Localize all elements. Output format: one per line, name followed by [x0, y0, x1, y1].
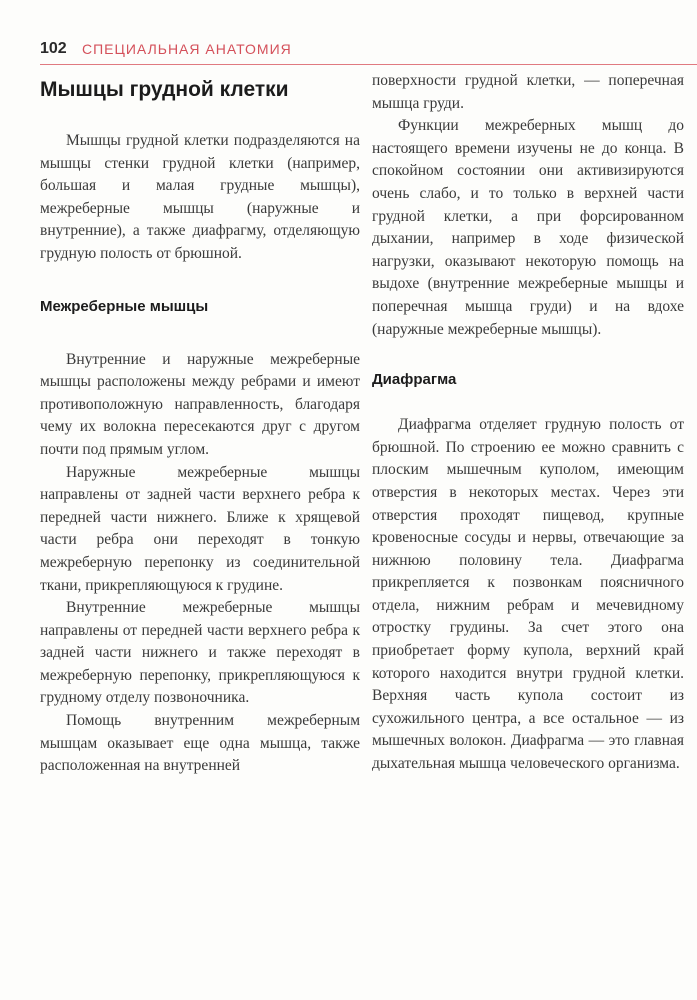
- paragraph-diaphragm: Диафрагма отделяет грудную полость от брюшной. По строению ее можно сравнить с плоским мышечным куполом, имеющим отверстия в некоторых местах. Через эти отверстия проходят пищевод, крупные кровеносные сосуды и нервы, отвечающие за нижнюю половину тела. Диафрагма прикрепляется к позвонкам поясничного отдела, нижним ребрам и мечевидному отростку грудины. За счет этого она приобретает форму купола, верхний край которого находится внутри грудной клетки. Верхняя часть купола состоит из сухожильного центра, а все остальное — из мышечных волокон. Диафрагма — это главная дыхательная мышца человеческого организма.: [372, 416, 684, 773]
- paragraph-intercostal-1: Внутренние и наружные межреберные мышцы расположены между ребрами и имеют противоположную направленность, благодаря чему их волокна пересекаются друг с другом почти под прямым углом.: [40, 350, 360, 458]
- page-header: [40, 40, 697, 64]
- paragraph-continuation: поверхности грудной клетки, — поперечная мышца груди.: [372, 72, 684, 112]
- left-column: [40, 70, 360, 778]
- section-title: Мышцы грудной клетки: [40, 78, 289, 101]
- running-title: СПЕЦИАЛЬНАЯ АНАТОМИЯ: [82, 41, 292, 57]
- paragraph-functions: Функции межреберных мышц до настоящего времени изучены не до конца. В спокойном состоянии они активизируются очень слабо, и то только в верхней части грудной клетки, а при форсированном дыхании, например в ходе физической нагрузки, оказывают некоторую помощь на выдохе (внутренние межреберные мышцы и поперечная мышца груди) и на вдохе (наружные межреберные мышцы).: [372, 117, 684, 338]
- right-column: [372, 70, 684, 776]
- subhead-diaphragm: Диафрагма: [372, 371, 457, 389]
- subhead-intercostal: Межреберные мышцы: [40, 297, 209, 315]
- paragraph-intercostal-4: Помощь внутренним межреберным мышцам оказывает еще одна мышца, также расположенная на внутренней: [40, 712, 360, 775]
- header-rule: [40, 64, 697, 65]
- intro-paragraph: Мышцы грудной клетки подразделяются на мышцы стенки грудной клетки (например, большая и малая грудные мышцы), межреберные мышцы (наружные и внутренние), а также диафрагму, отделяющую грудную полость от брюшной.: [40, 132, 360, 262]
- page-number: 102: [40, 40, 67, 57]
- paragraph-intercostal-2: Наружные межреберные мышцы направлены от задней части верхнего ребра к передней части нижнего. Ближе к хрящевой части ребра они переходят в тонкую межреберную перепонку из соединительной ткани, прикрепляющуюся к грудине.: [40, 463, 360, 594]
- paragraph-intercostal-3: Внутренние межреберные мышцы направлены от передней части верхнего ребра к задней части нижнего и также переходят в межреберную перепонку, прикрепляющуюся к грудному отделу позвоночника.: [40, 599, 360, 707]
